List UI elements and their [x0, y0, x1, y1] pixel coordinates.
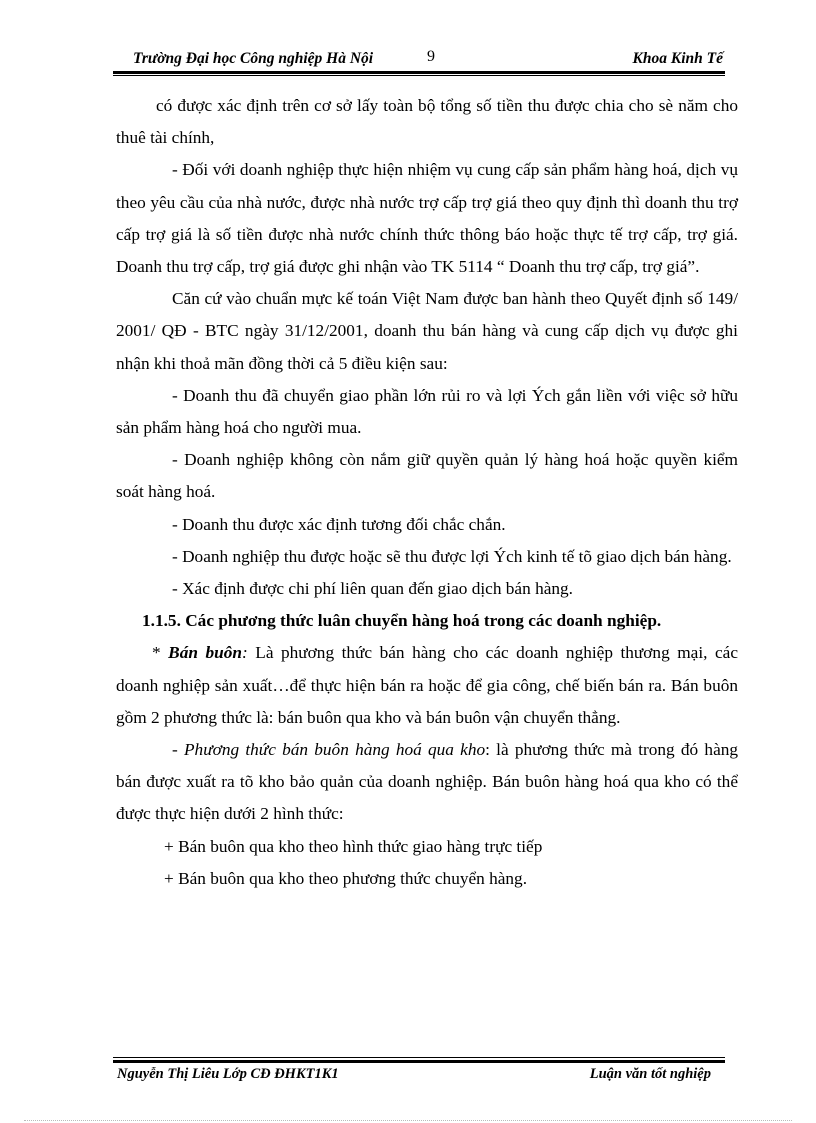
paragraph: có được xác định trên cơ sở lấy toàn bộ tổng số tiền thu được chia cho sè năm cho thuê tài chính,: [116, 96, 738, 148]
paragraph: - Doanh thu đã chuyển giao phần lớn rủi ro và lợi Ých gắn liền với việc sở hữu sản phẩm hàng hoá cho người mua.: [116, 385, 738, 438]
page-edge: [24, 1120, 792, 1121]
header-department: Khoa Kinh Tế: [632, 50, 723, 67]
list-item: + Bán buôn qua kho theo phương thức chuyển hàng.: [164, 868, 528, 888]
paragraph: [116, 637, 738, 734]
document-body: [116, 90, 738, 895]
page-header: [113, 44, 725, 70]
paragraph: - Doanh nghiệp không còn nắm giữ quyền quản lý hàng hoá hoặc quyền kiểm soát hàng hoá.: [116, 450, 738, 502]
term-ban-buon: Bán buôn: [168, 643, 242, 663]
header-school: Trường Đại học Công nghiệp Hà Nội: [133, 50, 374, 67]
paragraph: - Xác định được chi phí liên quan đến giao dịch bán hàng.: [172, 579, 573, 599]
paragraph: - Đối với doanh nghiệp thực hiện nhiệm vụ cung cấp sản phẩm hàng hoá, dịch vụ theo yêu cầu của nhà nước, được nhà nước trợ cấp trợ giá theo quy định thì doanh thu trợ cấp trợ giá là số tiền được nhà nước chính thức thông báo hoặc thực tế trợ cấp, trợ giá. Doanh thu trợ cấp, trợ giá được ghi nhận vào TK 5114 “ Doanh thu trợ cấp, trợ giá”.: [116, 160, 738, 277]
footer-rule-thin: [113, 1057, 725, 1058]
paragraph-text: : là phương thức mà trong đó hàng bán được xuất ra tõ kho bảo quản của doanh nghiệp. Bán buôn hàng hoá qua kho có thể được thực hiện dưới 2 hình thức:: [116, 740, 739, 824]
dash-marker: -: [172, 740, 184, 760]
term-qua-kho: Phương thức bán buôn hàng hoá qua kho: [184, 740, 486, 760]
footer-author: Nguyễn Thị Liêu Lớp CĐ ĐHKT1K1: [117, 1066, 339, 1082]
list-item: + Bán buôn qua kho theo hình thức giao hàng trực tiếp: [164, 836, 543, 856]
page-number: 9: [427, 48, 435, 65]
header-rule-thick: [113, 71, 725, 74]
paragraph: Căn cứ vào chuẩn mực kế toán Việt Nam được ban hành theo Quyết định số 149/ 2001/ QĐ - BTC ngày 31/12/2001, doanh thu bán hàng và cung cấp dịch vụ được ghi nhận khi thoả mãn đồng thời cả 5 điều kiện sau:: [116, 289, 738, 373]
paragraph: - Doanh nghiệp thu được hoặc sẽ thu được lợi Ých kinh tế tõ giao dịch bán hàng.: [172, 546, 732, 566]
footer-rule-thick: [113, 1060, 725, 1063]
paragraph: [116, 734, 738, 831]
page-footer: [113, 1064, 725, 1086]
term-colon: :: [241, 643, 248, 663]
section-heading: 1.1.5. Các phương thức luân chuyển hàng hoá trong các doanh nghiệp.: [142, 611, 662, 631]
paragraph-text: Là phương thức bán hàng cho các doanh nghiệp thương mại, các doanh nghiệp sản xuất…để thực hiện bán ra hoặc để gia công, chế biến bán ra. Bán buôn gồm 2 phương thức là: bán buôn qua kho và bán buôn vận chuyển thẳng.: [116, 643, 738, 727]
footer-thesis: Luận văn tốt nghiệp: [589, 1066, 711, 1082]
bullet-marker: *: [152, 643, 169, 663]
header-rule-thin: [113, 75, 725, 76]
paragraph: - Doanh thu được xác định tương đối chắc chắn.: [172, 514, 506, 534]
